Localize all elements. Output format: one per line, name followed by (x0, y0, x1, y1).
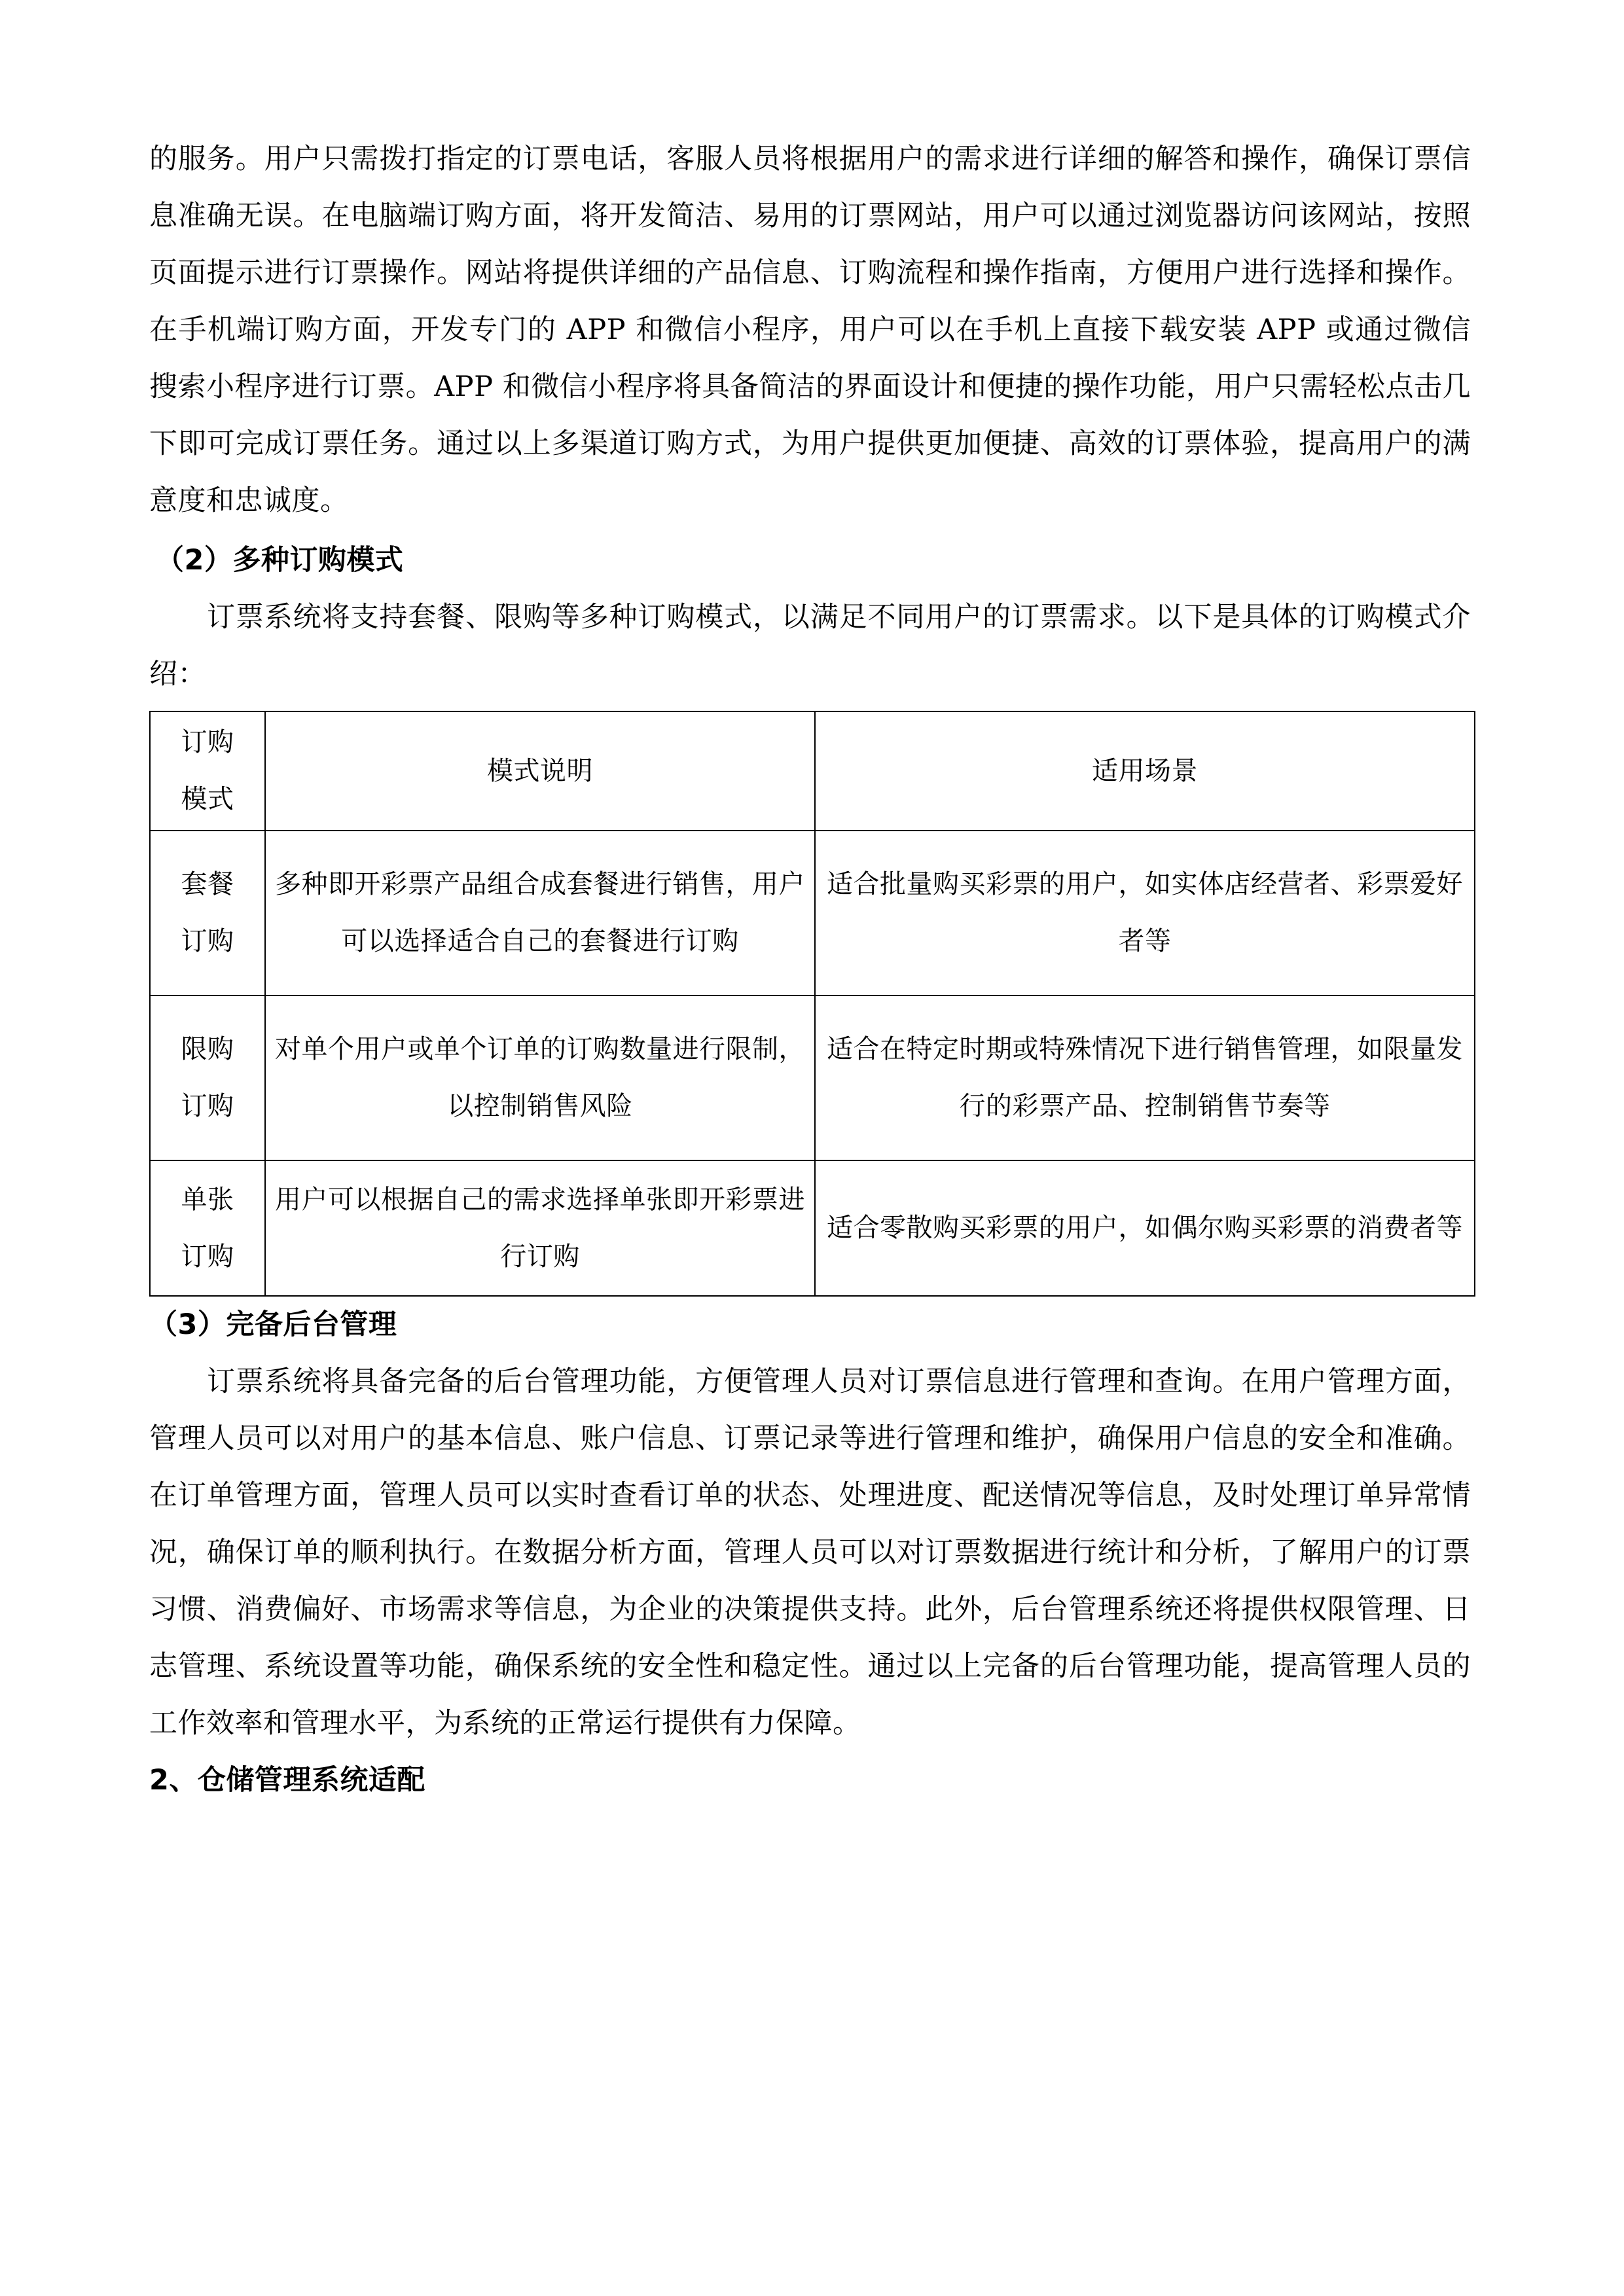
table-cell-mode-line2: 订购 (181, 1091, 234, 1121)
paragraph-intro: 的服务。用户只需拨打指定的订票电话，客服人员将根据用户的需求进行详细的解答和操作，确保订票信息准确无误。在电脑端订购方面，将开发简洁、易用的订票网站，用户可以通过浏览器访问该网站，按照页面提示进行订票操作。网站将提供详细的产品信息、订购流程和操作指南，方便用户进行选择和操作。在手机端订购方面，开发专门的 APP 和微信小程序，用户可以在手机上直接下载安装 APP 或通过微信搜索小程序进行订票。APP 和微信小程序将具备简洁的界面设计和便捷的操作功能，用户只需轻松点击几下即可完成订票任务。通过以上多渠道订购方式，为用户提供更加便捷、高效的订票体验，提高用户的满意度和忠诚度。 (149, 143, 1471, 517)
paragraph-order-modes-intro: 订票系统将支持套餐、限购等多种订购模式，以满足不同用户的订票需求。以下是具体的订购模式介绍： (149, 601, 1471, 691)
table-cell-description: 用户可以根据自己的需求选择单张即开彩票进行订购 (265, 1160, 815, 1296)
table-cell-mode-line1: 套餐 (181, 869, 234, 899)
table-header-mode-line1: 订购 (181, 727, 234, 757)
heading-backend-management: （3）完备后台管理 (149, 1308, 397, 1341)
heading-multi-order-modes: （2）多种订购模式 (156, 544, 404, 577)
paragraph-backend-management: 订票系统将具备完备的后台管理功能，方便管理人员对订票信息进行管理和查询。在用户管理方面，管理人员可以对用户的基本信息、账户信息、订票记录等进行管理和维护，确保用户信息的安全和准确。在订单管理方面，管理人员可以实时查看订单的状态、处理进度、配送情况等信息，及时处理订单异常情况，确保订单的顺利执行。在数据分析方面，管理人员可以对订票数据进行统计和分析，了解用户的订票习惯、消费偏好、市场需求等信息，为企业的决策提供支持。此外，后台管理系统还将提供权限管理、日志管理、系统设置等功能，确保系统的安全性和稳定性。通过以上完备的后台管理功能，提高管理人员的工作效率和管理水平，为系统的正常运行提供有力保障。 (149, 1365, 1471, 1740)
table-cell-mode-line1: 限购 (181, 1034, 234, 1064)
table-cell-scenario: 适合零散购买彩票的用户，如偶尔购买彩票的消费者等 (815, 1160, 1475, 1296)
heading-warehouse-system: 2、仓储管理系统适配 (149, 1764, 425, 1797)
table-header-row (150, 711, 1475, 831)
table-cell-mode-line1: 单张 (181, 1184, 234, 1215)
table-cell-description: 对单个用户或单个订单的订购数量进行限制，以控制销售风险 (265, 996, 815, 1160)
table-header-mode (150, 711, 265, 831)
table-cell-scenario: 适合在特定时期或特殊情况下进行销售管理，如限量发行的彩票产品、控制销售节奏等 (815, 996, 1475, 1160)
table-header-mode-line2: 模式 (181, 784, 234, 814)
table-row (150, 996, 1475, 1160)
table-cell-mode (150, 1160, 265, 1296)
table-cell-scenario: 适合批量购买彩票的用户，如实体店经营者、彩票爱好者等 (815, 831, 1475, 996)
table-cell-mode (150, 831, 265, 996)
table-cell-mode (150, 996, 265, 1160)
table-row (150, 831, 1475, 996)
table-header-scenario: 适用场景 (815, 711, 1475, 831)
table-cell-mode-line2: 订购 (181, 1241, 234, 1272)
table-header-description: 模式说明 (265, 711, 815, 831)
table-cell-description: 多种即开彩票产品组合成套餐进行销售，用户可以选择适合自己的套餐进行订购 (265, 831, 815, 996)
table-row (150, 1160, 1475, 1296)
order-mode-table (149, 711, 1475, 1297)
table-cell-mode-line2: 订购 (181, 926, 234, 956)
